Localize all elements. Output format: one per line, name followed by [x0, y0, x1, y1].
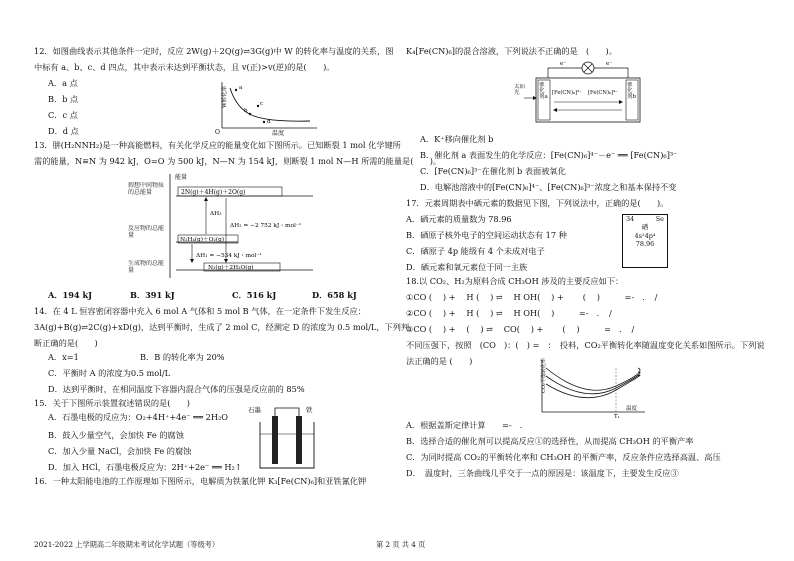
- q16-catalyst-a: 催化剂a: [539, 82, 548, 101]
- q13-option-d: D．658 kJ: [312, 290, 357, 300]
- q18-option-b: B．选择合适的催化剂可以提高反应①的选择性，从而提高 CH₃OH 的平衡产率: [406, 436, 694, 446]
- q18-reaction-2: ②CO ( ) + H ( ) ⇌ H OH( ) =- ． /: [406, 308, 612, 318]
- q12-stem-line1: 12．如图曲线表示其他条件一定时，反应 2W(g)＋2Q(g)⇌3G(g)中 W 的转化率与温度的关系，图: [34, 46, 394, 56]
- q18-x-label: 温度: [626, 406, 638, 412]
- q17-option-b: B．硒原子核外电子的空间运动状态有 17 种: [406, 230, 567, 240]
- q12-option-d: D．d 点: [48, 126, 79, 136]
- q16-stem-line2: K₄[Fe(CN)₆]的混合溶液，下列说法不正确的是 ( )。: [406, 46, 617, 56]
- q13-option-b: B．391 kJ: [130, 290, 175, 300]
- q16-electron-right: e⁻: [606, 61, 613, 67]
- q15-graphite-label: 石墨: [248, 406, 261, 414]
- footer-exam-title: 2021-2022 上学期高二年级期末考试化学试题（等级考）: [34, 540, 220, 549]
- q15-iron-label: 铁: [306, 406, 313, 414]
- q14-option-d: D．达到平衡时，在相同温度下容器内混合气体的压强是反应前的 85%: [48, 384, 305, 394]
- q12-origin-label: O: [215, 129, 220, 136]
- q13-dh3: ΔH₃: [210, 211, 222, 217]
- q18-y-label: CO₂平衡转化率: [541, 358, 547, 393]
- q18-reaction-1: ①CO ( ) + H ( ) ⇌ H OH( ) + ( ) =- ． /: [406, 292, 658, 302]
- q15-option-a: A．石墨电极的反应为：O₂+4H⁺+4e⁻ ══ 2H₂O: [48, 412, 228, 422]
- q18-condition-line1: 不同压强下，按照 (CO )：( ) = ： 投料，CO₂平衡转化率随温度变化关系如图所示。下列说: [406, 340, 765, 350]
- q13-level-reactant: 反应物的总能量: [128, 225, 165, 240]
- q13-stem-line1: 13．肼(H₂NNH₂)是一种高能燃料，有关化学反应的能量变化如下图所示。已知断裂 1 mol 化学键所: [34, 140, 401, 150]
- q18-option-c: C．为同时提高 CO₂的平衡转化率和 CH₃OH 的平衡产率，反应条件应选择高温、高压: [406, 452, 721, 462]
- q16-solar-cell-diagram: [488, 58, 658, 124]
- q12-x-label: 温度: [272, 130, 285, 136]
- q16-ion-2: [Fe(CN)₆]⁴⁻: [588, 90, 618, 96]
- q12-stem-line2: 中标有 a、b、c、d 四点，其中表示未达到平衡状态，且 v(正)>v(逆)的是( )。: [34, 62, 335, 72]
- q16-catalyst-b: 催化剂b: [627, 82, 637, 101]
- q16-option-a: A．K⁺移向催化剂 b: [420, 134, 494, 144]
- q17-element-symbol: Se: [655, 215, 664, 223]
- q18-t1-label: T₁: [614, 414, 620, 418]
- q15-stem: 15．关于下图所示装置叙述错误的是( ): [34, 398, 190, 408]
- q14-stem-line3: 断正确的是( ): [34, 338, 98, 348]
- q13-species-reactant: N₂H₄(g)＋O₂(g): [180, 237, 225, 243]
- q13-energy-diagram: [128, 170, 318, 282]
- q16-ion-1: [Fe(CN)₆]³⁻: [552, 90, 582, 96]
- q12-option-c: C．c 点: [48, 110, 78, 120]
- q14-stem-line2: 3A(g)+B(g)⇌2C(g)+xD(g)，达到平衡时，生成了 2 mol C，经测定 D 的浓度为 0.5 mol/L，下列判: [34, 322, 410, 332]
- q13-energy-axis-label: 能量: [175, 174, 188, 181]
- q13-option-c: C．516 kJ: [232, 290, 277, 300]
- q12-option-a: A．a 点: [48, 78, 78, 88]
- q18-option-d: D． 温度时，三条曲线几乎交于一点的原因是：该温度下，主要发生反应③: [406, 468, 679, 478]
- q17-option-d: D．硒元素和氧元素位于同一主族: [406, 262, 528, 272]
- q12-point-c: c: [260, 101, 264, 107]
- q16-sunlight-label: 太阳光: [514, 84, 526, 97]
- q14-option-b: B．B 的转化率为 20%: [140, 352, 225, 362]
- q17-element-name: 硒: [641, 223, 649, 232]
- q16-option-c: C．[Fe(CN)₆]³⁻在催化剂 b 表面被氧化: [420, 166, 566, 176]
- q15-option-d: D．加入 HCl，石墨电极反应为：2H⁺+2e⁻ ══ H₂↑: [48, 462, 242, 472]
- footer-page-number: 第 2 页 共 4 页: [376, 540, 426, 549]
- q12-conversion-graph: [212, 78, 322, 136]
- q17-option-a: A．硒元素的质量数为 78.96: [406, 214, 512, 224]
- q18-condition-line2: 法正确的是 ( ): [406, 356, 473, 366]
- q12-point-d: d: [267, 119, 271, 125]
- q15-option-b: B．鼓入少量空气，会加快 Fe 的腐蚀: [48, 430, 184, 440]
- q17-electron-config: 4s²4p⁴: [634, 231, 656, 240]
- q14-option-c: C．平衡时 A 的浓度为0.5 mol/L: [48, 368, 171, 378]
- q15-corrosion-apparatus: [248, 404, 328, 474]
- q18-reaction-3: ③CO ( ) + ( ) ⇌ CO( ) + ( ) = ． /: [406, 324, 635, 334]
- q16-option-d: D．电解池溶液中的[Fe(CN)₆]⁴⁻、[Fe(CN)₆]³⁻浓度之和基本保持不变: [420, 182, 677, 192]
- q13-level-intermediate: 假想中间物质的总能量: [128, 182, 165, 197]
- q18-stem: 18.以 CO₂、H₂为原料合成 CH₃OH 涉及的主要反应如下：: [406, 276, 624, 286]
- q17-atomic-number: 34: [626, 215, 635, 223]
- q14-stem-line1: 14．在 4 L 恒容密闭容器中充入 6 mol A 气体和 5 mol B 气体，在一定条件下发生反应：: [34, 306, 366, 316]
- q13-species-intermediate: 2N(g)＋4H(g)＋2O(g): [181, 189, 246, 196]
- q12-option-b: B．b 点: [48, 94, 79, 104]
- q18-co2-conversion-graph: [530, 358, 650, 418]
- q13-stem-line2: 需的能量，N≡N 为 942 kJ，O=O 为 500 kJ，N—N 为 154 kJ，则断裂 1 mol N—H 所需的能量是( )。: [34, 156, 442, 166]
- q16-electron-left: e⁻: [560, 61, 567, 67]
- q12-point-b: b: [244, 108, 248, 114]
- q13-option-a: A．194 kJ: [48, 290, 93, 300]
- q14-option-a: A．x=1: [48, 352, 79, 362]
- q17-option-c: C．硒原子 4p 能级有 4 个未成对电子: [406, 246, 545, 256]
- q13-species-product: N₂(g)＋2H₂O(g): [208, 265, 254, 271]
- q17-stem: 17．元素周期表中硒元素的数据见下图，下列说法中，正确的是( )。: [406, 198, 669, 208]
- q17-element-card: [622, 214, 668, 268]
- q18-option-a: A．根据盖斯定律计算 =- ．: [406, 420, 533, 430]
- q13-level-product: 生成物的总能量: [128, 260, 165, 275]
- q12-y-label: W转化率: [222, 85, 228, 108]
- q16-stem-line1: 16．一种太阳能电池的工作原理如下图所示，电解质为铁氰化钾 K₃[Fe(CN)₆]和亚铁氰化钾: [34, 476, 367, 486]
- q16-option-b: B．催化剂 a 表面发生的化学反应：[Fe(CN)₆]⁴⁻－e⁻ ══ [Fe(CN)₆]³⁻: [420, 150, 678, 160]
- q13-dh1: ΔH₁ = −534 kJ・mol⁻¹: [196, 253, 262, 259]
- q15-option-c: C．加入少量 NaCl，会加快 Fe 的腐蚀: [48, 446, 192, 456]
- q13-dh2: ΔH₂ = −2 752 kJ・mol⁻¹: [230, 223, 302, 229]
- q12-point-a: a: [239, 85, 243, 91]
- q17-atomic-mass: 78.96: [635, 240, 655, 249]
